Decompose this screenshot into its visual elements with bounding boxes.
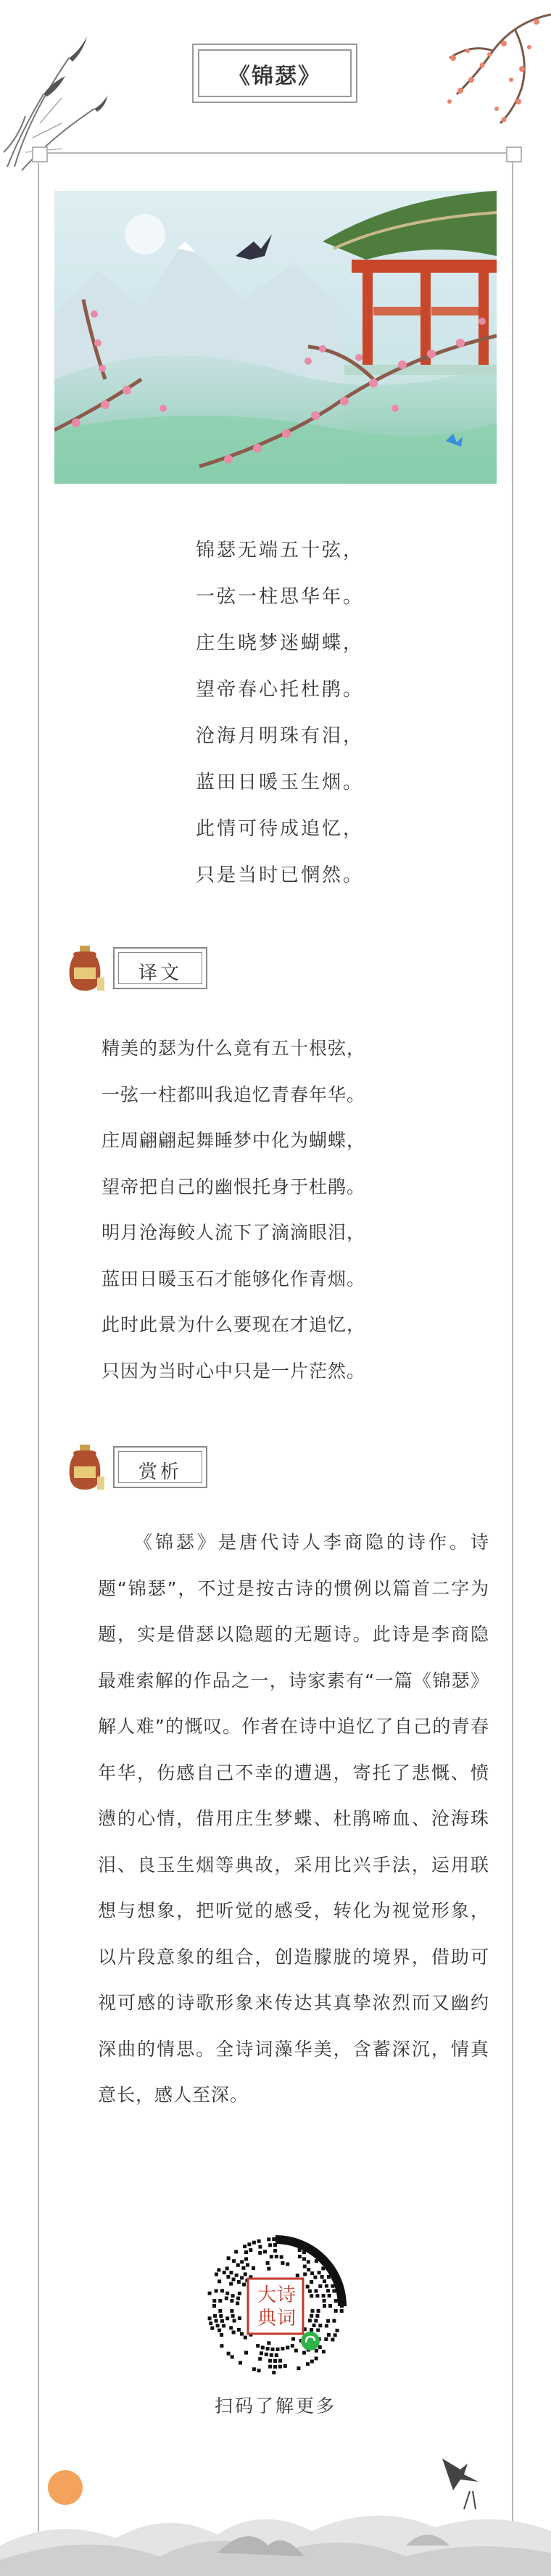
- qr-logo-char: 词: [277, 2308, 297, 2329]
- poem-line: 一弦一柱思华年。: [195, 586, 364, 608]
- title-box: [192, 44, 357, 103]
- hero-painting: [54, 191, 497, 484]
- qr-logo-char: 典: [257, 2308, 277, 2329]
- translation-line: 望帝把自己的幽恨托身于杜鹃。: [102, 1176, 366, 1197]
- poem-line: 庄生晓梦迷蝴蝶，: [195, 632, 364, 654]
- translation-text: [102, 1025, 464, 1394]
- wechat-mini-program-icon: [301, 2332, 320, 2350]
- translation-heading-label: 译文: [138, 962, 182, 984]
- translation-line: 明月沧海鲛人流下了滴滴眼泪，: [102, 1222, 366, 1243]
- poem-line: 此情可待成追忆，: [195, 818, 364, 840]
- mountain-landscape-decoration-icon: [0, 2437, 551, 2576]
- translation-line: 此时此景为什么要现在才追忆，: [102, 1314, 366, 1335]
- analysis-heading: [64, 1442, 223, 1493]
- page-title: 《锦瑟》: [228, 64, 321, 89]
- translation-line: 蓝田日暖玉石才能够化作青烟。: [102, 1268, 366, 1289]
- wine-jar-icon: [64, 1442, 107, 1493]
- poem-line: 沧海月明珠有泪，: [195, 725, 364, 747]
- poem-line: 锦瑟无端五十弦，: [195, 540, 364, 561]
- analysis-text: 《锦瑟》是唐代诗人李商隐的诗作。诗题“锦瑟”，不过是按古诗的惯例以篇首二字为题，实是借瑟以隐题的无题诗。此诗是李商隐最难索解的作品之一，诗家素有“一篇《锦瑟》解人难”的慨叹。作者在诗中追忆了自己的青春年华，伤感自己不幸的遭遇，寄托了悲慨、愤懑的心情，借用庄生梦蝶、杜鹃啼血、沧海珠泪、良玉生烟等典故，采用比兴手法，运用联想与想象，把听觉的感受，转化为视觉形象，以片段意象的组合，创造朦胧的境界，借助可视可感的诗歌形象来传达其真挚浓烈而又幽约深曲的情思。全诗词藻华美，含蓄深沉，情真意长，感人至深。: [98, 1532, 489, 2105]
- translation-line: 只因为当时心中只是一片茫然。: [102, 1360, 366, 1382]
- scan-more-label: 扫码了解更多: [214, 2395, 336, 2416]
- analysis-heading-label: 赏析: [138, 1461, 182, 1483]
- translation-line: 一弦一柱都叫我追忆青春年华。: [102, 1083, 366, 1105]
- wine-jar-icon: [64, 943, 107, 994]
- frame-corner: [506, 146, 522, 162]
- translation-heading-box: [113, 947, 207, 989]
- qr-logo-char: 大: [257, 2284, 277, 2306]
- qr-logo-char: 诗: [277, 2284, 297, 2306]
- translation-heading: [64, 943, 223, 994]
- analysis-heading-box: [113, 1446, 207, 1488]
- translation-line: 精美的瑟为什么竟有五十根弦，: [102, 1038, 366, 1059]
- poem: [0, 527, 551, 899]
- mini-program-qr-code[interactable]: [203, 2234, 348, 2379]
- translation-line: 庄周翩翩起舞睡梦中化为蝴蝶，: [102, 1130, 366, 1151]
- poem-line: 望帝春心托杜鹃。: [195, 679, 364, 701]
- plum-blossom-decoration-icon: [428, 0, 551, 145]
- poem-line: 只是当时已惘然。: [195, 864, 364, 886]
- poem-line: 蓝田日暖玉生烟。: [195, 772, 364, 793]
- frame-corner: [32, 146, 48, 162]
